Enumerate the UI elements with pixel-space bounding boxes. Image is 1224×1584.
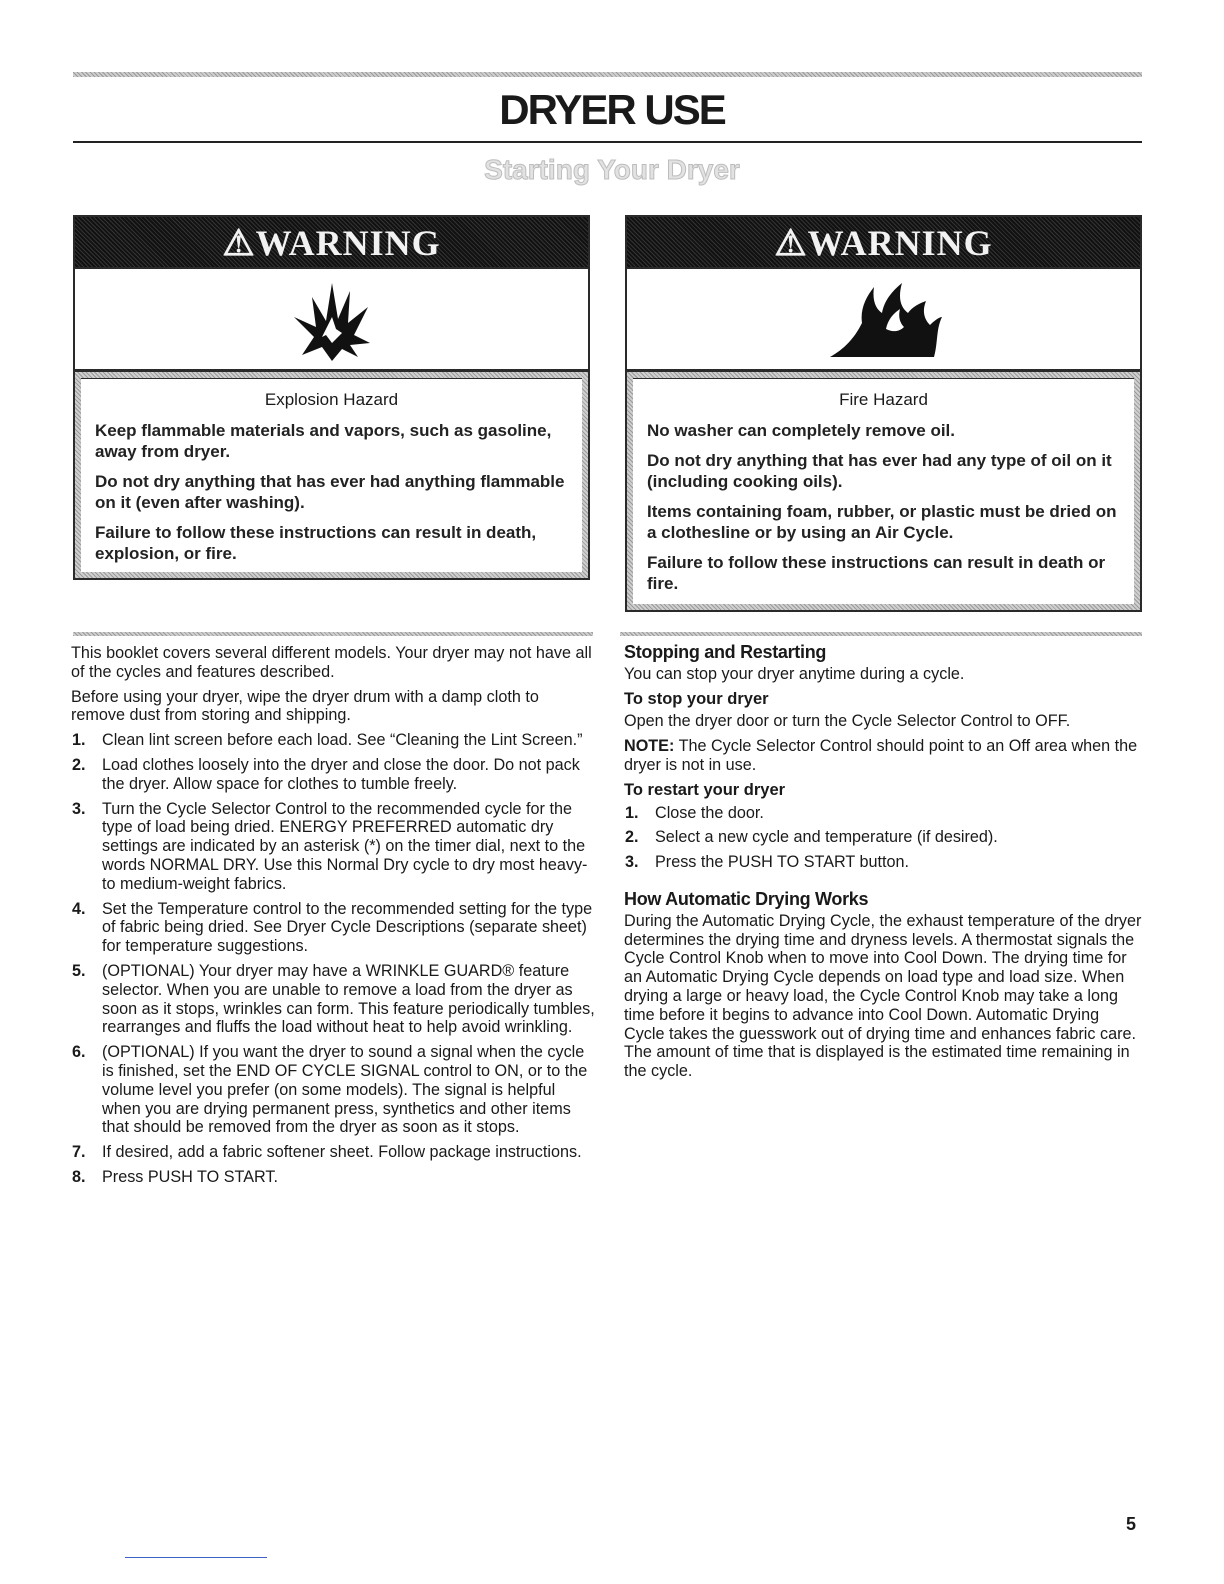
warning-header: ⚠WARNING [627,217,1140,267]
step-text: Select a new cycle and temperature (if desired). [655,828,998,847]
warning-text: Failure to follow these instructions can result in death or fire. [647,553,1106,593]
page-title: DRYER USE [499,86,725,133]
list-item [71,800,596,894]
step-number: 6. [72,1043,86,1062]
step-number: 2. [72,755,86,774]
step-number: 2. [625,828,639,847]
note-label: NOTE: [624,737,675,756]
warning-icon-area [627,267,1140,372]
fire-warning-box [625,215,1142,612]
note-paragraph [624,737,1144,775]
intro-paragraph: Before using your dryer, wipe the dryer drum with a damp cloth to remove dust from storing and shipping. [71,687,539,725]
list-item [624,853,1144,872]
paragraph: Open the dryer door or turn the Cycle Selector Control to OFF. [624,712,1071,731]
left-column [71,644,596,1193]
step-text: If desired, add a fabric softener sheet. Follow package instructions. [102,1143,582,1162]
restart-steps-list [624,804,1144,872]
step-number: 5. [72,961,86,980]
list-item [71,731,596,750]
step-number: 4. [72,899,86,918]
warning-text: Do not dry anything that has ever had anything flammable on it (even after washing). [95,472,565,512]
explosion-icon [292,277,372,361]
warning-icon-area [75,267,588,372]
list-item [71,900,596,956]
section-heading: Stopping and Restarting [624,642,827,662]
paragraph: You can stop your dryer anytime during a cycle. [624,664,965,683]
list-item [71,962,596,1037]
subheading: To stop your dryer [624,689,769,708]
fire-icon [824,279,944,359]
page-number: 5 [1126,1514,1137,1534]
explosion-warning-box [73,215,590,580]
list-item [624,828,1144,847]
warning-text: Items containing foam, rubber, or plastic must be dried on a clothesline or by using an Air Cycle. [647,502,1117,542]
right-column [624,643,1144,1087]
step-number: 7. [72,1143,86,1162]
warning-text: Keep flammable materials and vapors, such as gasoline, away from dryer. [95,421,552,461]
intro-paragraph: This booklet covers several different models. Your dryer may not have all of the cycles and features described. [71,644,592,681]
warning-text: No washer can completely remove oil. [647,421,956,440]
column-rule-right [620,632,1142,636]
list-item [71,1043,596,1137]
section-heading: How Automatic Drying Works [624,888,869,909]
warning-body [75,372,588,578]
hazard-title: Fire Hazard [839,390,928,409]
warning-header: ⚠WARNING [75,217,588,267]
hazard-title: Explosion Hazard [264,390,399,409]
start-steps-list [71,731,596,1187]
column-rule-left [73,632,593,636]
step-text: Press the PUSH TO START button. [655,853,910,872]
warning-body [627,372,1140,610]
list-item [624,804,1144,823]
step-text: Set the Temperature control to the recommended setting for the type of fabric being dried. See Dryer Cycle Descriptions (separate sheet) for temperature suggestions. [102,899,593,956]
top-decorative-rule [73,72,1142,77]
note-text: The Cycle Selector Control should point to an Off area when the dryer is not in use. [624,737,1138,774]
step-text: Clean lint screen before each load. See “Cleaning the Lint Screen.” [102,731,583,750]
step-text: (OPTIONAL) If you want the dryer to sound a signal when the cycle is finished, set the END OF CYCLE SIGNAL control to ON, or to the volume level you prefer (on some models). The signal is helpful when you are drying permanent press, synthetics and other items that should be removed from the dryer as soon as it stops. [102,1043,588,1137]
step-number: 3. [625,853,639,872]
step-text: Close the door. [655,803,764,822]
title-rule [73,141,1142,143]
list-item [71,756,596,794]
footer-line [125,1557,267,1558]
section-subtitle: Starting Your Dryer [484,154,740,185]
warning-text: Do not dry anything that has ever had any type of oil on it (including cooking oils). [647,451,1112,491]
step-number: 1. [625,803,639,822]
subheading: To restart your dryer [624,780,786,799]
paragraph: During the Automatic Drying Cycle, the exhaust temperature of the dryer determines the drying time and dryness levels. A thermostat signals the Cycle Control Knob when to move into Cool Down. The drying time for an Automatic Drying Cycle depends on load type and load size. When drying a large or heavy load, the Cycle Control Knob may take a long time before it begins to advance into Cool Down. Automatic Drying Cycle takes the guesswork out of drying time and enhances fabric care. The amount of time that is displayed is the estimated time remaining in the cycle. [624,911,1142,1081]
warning-text: Failure to follow these instructions can result in death, explosion, or fire. [95,523,537,563]
step-number: 8. [72,1167,86,1186]
step-text: (OPTIONAL) Your dryer may have a WRINKLE GUARD® feature selector. When you are unable to remove a load from the dryer as soon as it stops, wrinkles can form. This feature periodically tumbles, rearranges and fluffs the load without heat to help avoid wrinkling. [102,961,595,1037]
step-number: 3. [72,799,86,818]
list-item [71,1143,596,1162]
step-text: Press PUSH TO START. [102,1167,279,1186]
step-text: Load clothes loosely into the dryer and close the door. Do not pack the dryer. Allow space for clothes to tumble freely. [102,755,580,793]
step-number: 1. [72,731,86,750]
list-item [71,1168,596,1187]
step-text: Turn the Cycle Selector Control to the recommended cycle for the type of load being dried. ENERGY PREFERRED automatic dry settings are indicated by an asterisk (*) on the timer dial, next to the words NORMAL DRY. Use this Normal Dry cycle to dry most heavy- to medium-weight fabrics. [102,799,588,893]
